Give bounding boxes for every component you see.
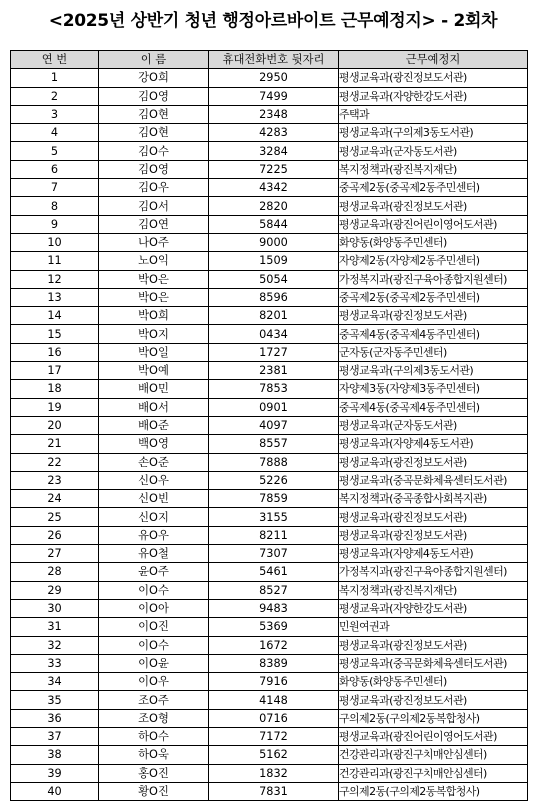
row-number: 37 <box>11 727 99 745</box>
row-number: 30 <box>11 599 99 617</box>
row-name: 이O우 <box>99 673 209 691</box>
row-phone-suffix: 7831 <box>209 782 339 800</box>
row-number: 9 <box>11 215 99 233</box>
row-number: 6 <box>11 160 99 178</box>
table-row <box>11 142 528 160</box>
row-number: 11 <box>11 252 99 270</box>
table-row <box>11 709 528 727</box>
row-phone-suffix: 7916 <box>209 673 339 691</box>
row-phone-suffix: 5844 <box>209 215 339 233</box>
row-workplace: 중곡제4동(중곡제4동주민센터) <box>339 325 528 343</box>
row-phone-suffix: 1727 <box>209 343 339 361</box>
header-number: 연 번 <box>11 51 99 69</box>
header-name: 이 름 <box>99 51 209 69</box>
row-name: 김O수 <box>99 142 209 160</box>
row-name: 손O준 <box>99 453 209 471</box>
document-title: <2025년 상반기 청년 행정아르바이트 근무예정지> - 2회차 <box>48 11 498 31</box>
row-workplace: 군자동(군자동주민센터) <box>339 343 528 361</box>
row-workplace: 평생교육과(광진정보도서관) <box>339 453 528 471</box>
table-row <box>11 526 528 544</box>
row-workplace: 자양제3동(자양제3동주민센터) <box>339 380 528 398</box>
row-phone-suffix: 7499 <box>209 87 339 105</box>
row-workplace: 구의제2동(구의제2동복합청사) <box>339 782 528 800</box>
row-phone-suffix: 4342 <box>209 179 339 197</box>
row-phone-suffix: 1509 <box>209 252 339 270</box>
row-name: 박O지 <box>99 325 209 343</box>
row-workplace: 평생교육과(자양제4동도서관) <box>339 435 528 453</box>
row-workplace: 평생교육과(자양한강도서관) <box>339 599 528 617</box>
table-row <box>11 581 528 599</box>
table-row <box>11 69 528 87</box>
table-row <box>11 746 528 764</box>
row-number: 19 <box>11 398 99 416</box>
table-row <box>11 380 528 398</box>
table-row <box>11 252 528 270</box>
assignment-table <box>10 50 528 801</box>
row-name: 김O연 <box>99 215 209 233</box>
row-phone-suffix: 4097 <box>209 416 339 434</box>
table-row <box>11 307 528 325</box>
row-number: 4 <box>11 124 99 142</box>
row-number: 7 <box>11 179 99 197</box>
row-phone-suffix: 7172 <box>209 727 339 745</box>
row-phone-suffix: 9000 <box>209 233 339 251</box>
row-phone-suffix: 1672 <box>209 636 339 654</box>
row-workplace: 건강관리과(광진구치매안심센터) <box>339 764 528 782</box>
row-number: 12 <box>11 270 99 288</box>
row-name: 박O희 <box>99 307 209 325</box>
row-number: 24 <box>11 490 99 508</box>
row-name: 김O현 <box>99 105 209 123</box>
row-workplace: 화양동(화양동주민센터) <box>339 233 528 251</box>
row-workplace: 평생교육과(광진정보도서관) <box>339 636 528 654</box>
row-number: 31 <box>11 618 99 636</box>
row-name: 홍O진 <box>99 764 209 782</box>
row-number: 3 <box>11 105 99 123</box>
table-row <box>11 398 528 416</box>
row-number: 36 <box>11 709 99 727</box>
row-workplace: 평생교육과(구의제3동도서관) <box>339 124 528 142</box>
header-workplace: 근무예정지 <box>339 51 528 69</box>
table-row <box>11 654 528 672</box>
table-row <box>11 599 528 617</box>
row-number: 13 <box>11 288 99 306</box>
row-workplace: 중곡제2동(중곡제2동주민센터) <box>339 179 528 197</box>
row-number: 8 <box>11 197 99 215</box>
row-number: 32 <box>11 636 99 654</box>
row-name: 배O준 <box>99 416 209 434</box>
row-workplace: 평생교육과(자양제4동도서관) <box>339 545 528 563</box>
row-name: 이O수 <box>99 581 209 599</box>
table-row <box>11 233 528 251</box>
table-row <box>11 288 528 306</box>
row-name: 박O은 <box>99 270 209 288</box>
row-workplace: 화양동(화양동주민센터) <box>339 673 528 691</box>
row-phone-suffix: 2820 <box>209 197 339 215</box>
row-workplace: 복지정책과(광진복지재단) <box>339 160 528 178</box>
table-header <box>11 51 528 69</box>
row-name: 유O철 <box>99 545 209 563</box>
row-number: 23 <box>11 471 99 489</box>
row-name: 김O우 <box>99 179 209 197</box>
table-row <box>11 618 528 636</box>
row-phone-suffix: 1832 <box>209 764 339 782</box>
row-phone-suffix: 8527 <box>209 581 339 599</box>
row-name: 황O진 <box>99 782 209 800</box>
row-workplace: 평생교육과(중곡문화체육센터도서관) <box>339 471 528 489</box>
row-number: 35 <box>11 691 99 709</box>
row-name: 조O형 <box>99 709 209 727</box>
row-phone-suffix: 9483 <box>209 599 339 617</box>
table-row <box>11 435 528 453</box>
row-name: 신O지 <box>99 508 209 526</box>
row-number: 33 <box>11 654 99 672</box>
row-name: 노O익 <box>99 252 209 270</box>
row-phone-suffix: 8201 <box>209 307 339 325</box>
row-workplace: 민원여권과 <box>339 618 528 636</box>
table-row <box>11 636 528 654</box>
row-name: 백O영 <box>99 435 209 453</box>
row-workplace: 가정복지과(광진구육아종합지원센터) <box>339 563 528 581</box>
row-workplace: 평생교육과(광진정보도서관) <box>339 508 528 526</box>
row-number: 10 <box>11 233 99 251</box>
row-workplace: 평생교육과(광진정보도서관) <box>339 307 528 325</box>
row-workplace: 주택과 <box>339 105 528 123</box>
row-name: 박O예 <box>99 362 209 380</box>
row-number: 34 <box>11 673 99 691</box>
row-number: 14 <box>11 307 99 325</box>
table-row <box>11 87 528 105</box>
row-phone-suffix: 8211 <box>209 526 339 544</box>
row-number: 15 <box>11 325 99 343</box>
table-row <box>11 105 528 123</box>
row-phone-suffix: 0434 <box>209 325 339 343</box>
row-workplace: 복지정책과(광진복지재단) <box>339 581 528 599</box>
row-number: 5 <box>11 142 99 160</box>
row-name: 배O민 <box>99 380 209 398</box>
row-name: 윤O주 <box>99 563 209 581</box>
table-row <box>11 727 528 745</box>
row-phone-suffix: 7225 <box>209 160 339 178</box>
row-number: 21 <box>11 435 99 453</box>
row-workplace: 평생교육과(중곡문화체육센터도서관) <box>339 654 528 672</box>
row-number: 38 <box>11 746 99 764</box>
row-number: 17 <box>11 362 99 380</box>
row-workplace: 중곡제2동(중곡제2동주민센터) <box>339 288 528 306</box>
row-phone-suffix: 4148 <box>209 691 339 709</box>
row-name: 김O영 <box>99 87 209 105</box>
table-row <box>11 471 528 489</box>
row-name: 박O일 <box>99 343 209 361</box>
table-row <box>11 215 528 233</box>
row-workplace: 복지정책과(중곡종합사회복지관) <box>339 490 528 508</box>
row-number: 18 <box>11 380 99 398</box>
row-workplace: 평생교육과(광진어린이영어도서관) <box>339 215 528 233</box>
row-number: 1 <box>11 69 99 87</box>
table-row <box>11 343 528 361</box>
row-number: 27 <box>11 545 99 563</box>
row-number: 39 <box>11 764 99 782</box>
table-body <box>11 69 528 801</box>
table-row <box>11 179 528 197</box>
row-name: 이O아 <box>99 599 209 617</box>
table-row <box>11 160 528 178</box>
row-name: 배O서 <box>99 398 209 416</box>
header-phone-suffix: 휴대전화번호 뒷자리 <box>209 51 339 69</box>
row-phone-suffix: 4283 <box>209 124 339 142</box>
row-name: 김O서 <box>99 197 209 215</box>
row-phone-suffix: 8389 <box>209 654 339 672</box>
table-row <box>11 453 528 471</box>
table-row <box>11 362 528 380</box>
row-number: 2 <box>11 87 99 105</box>
row-name: 조O주 <box>99 691 209 709</box>
table-row <box>11 124 528 142</box>
row-phone-suffix: 5226 <box>209 471 339 489</box>
row-phone-suffix: 0901 <box>209 398 339 416</box>
row-phone-suffix: 3155 <box>209 508 339 526</box>
row-number: 22 <box>11 453 99 471</box>
row-workplace: 구의제2동(구의제2동복합청사) <box>339 709 528 727</box>
row-name: 이O윤 <box>99 654 209 672</box>
row-workplace: 가정복지과(광진구육아종합지원센터) <box>339 270 528 288</box>
row-workplace: 건강관리과(광진구치매안심센터) <box>339 746 528 764</box>
row-phone-suffix: 3284 <box>209 142 339 160</box>
row-number: 25 <box>11 508 99 526</box>
row-workplace: 평생교육과(군자동도서관) <box>339 416 528 434</box>
table-row <box>11 691 528 709</box>
row-phone-suffix: 7853 <box>209 380 339 398</box>
table-row <box>11 197 528 215</box>
row-workplace: 평생교육과(구의제3동도서관) <box>339 362 528 380</box>
row-workplace: 평생교육과(군자동도서관) <box>339 142 528 160</box>
row-name: 김O영 <box>99 160 209 178</box>
row-workplace: 평생교육과(자양한강도서관) <box>339 87 528 105</box>
row-phone-suffix: 5162 <box>209 746 339 764</box>
table-row <box>11 764 528 782</box>
table-row <box>11 416 528 434</box>
row-phone-suffix: 2381 <box>209 362 339 380</box>
table-row <box>11 490 528 508</box>
row-number: 40 <box>11 782 99 800</box>
row-phone-suffix: 8596 <box>209 288 339 306</box>
row-phone-suffix: 5461 <box>209 563 339 581</box>
table-row <box>11 673 528 691</box>
row-number: 26 <box>11 526 99 544</box>
row-name: 박O은 <box>99 288 209 306</box>
table-row <box>11 508 528 526</box>
row-name: 신O우 <box>99 471 209 489</box>
row-workplace: 평생교육과(광진어린이영어도서관) <box>339 727 528 745</box>
row-name: 강O희 <box>99 69 209 87</box>
row-workplace: 중곡제4동(중곡제4동주민센터) <box>339 398 528 416</box>
row-name: 이O진 <box>99 618 209 636</box>
row-name: 이O수 <box>99 636 209 654</box>
row-phone-suffix: 7888 <box>209 453 339 471</box>
row-phone-suffix: 5369 <box>209 618 339 636</box>
row-phone-suffix: 7859 <box>209 490 339 508</box>
row-number: 29 <box>11 581 99 599</box>
row-number: 20 <box>11 416 99 434</box>
table-row <box>11 325 528 343</box>
table-row <box>11 563 528 581</box>
table-row <box>11 270 528 288</box>
table-row <box>11 545 528 563</box>
row-phone-suffix: 2950 <box>209 69 339 87</box>
row-phone-suffix: 5054 <box>209 270 339 288</box>
row-name: 하O수 <box>99 727 209 745</box>
row-name: 김O현 <box>99 124 209 142</box>
row-phone-suffix: 2348 <box>209 105 339 123</box>
row-workplace: 자양제2동(자양제2동주민센터) <box>339 252 528 270</box>
row-name: 유O우 <box>99 526 209 544</box>
row-name: 하O욱 <box>99 746 209 764</box>
row-number: 28 <box>11 563 99 581</box>
row-phone-suffix: 7307 <box>209 545 339 563</box>
row-workplace: 평생교육과(광진정보도서관) <box>339 69 528 87</box>
row-name: 신O빈 <box>99 490 209 508</box>
row-workplace: 평생교육과(광진정보도서관) <box>339 691 528 709</box>
row-name: 나O주 <box>99 233 209 251</box>
row-number: 16 <box>11 343 99 361</box>
row-workplace: 평생교육과(광진정보도서관) <box>339 526 528 544</box>
row-workplace: 평생교육과(광진정보도서관) <box>339 197 528 215</box>
row-phone-suffix: 8557 <box>209 435 339 453</box>
row-phone-suffix: 0716 <box>209 709 339 727</box>
table-row <box>11 782 528 800</box>
